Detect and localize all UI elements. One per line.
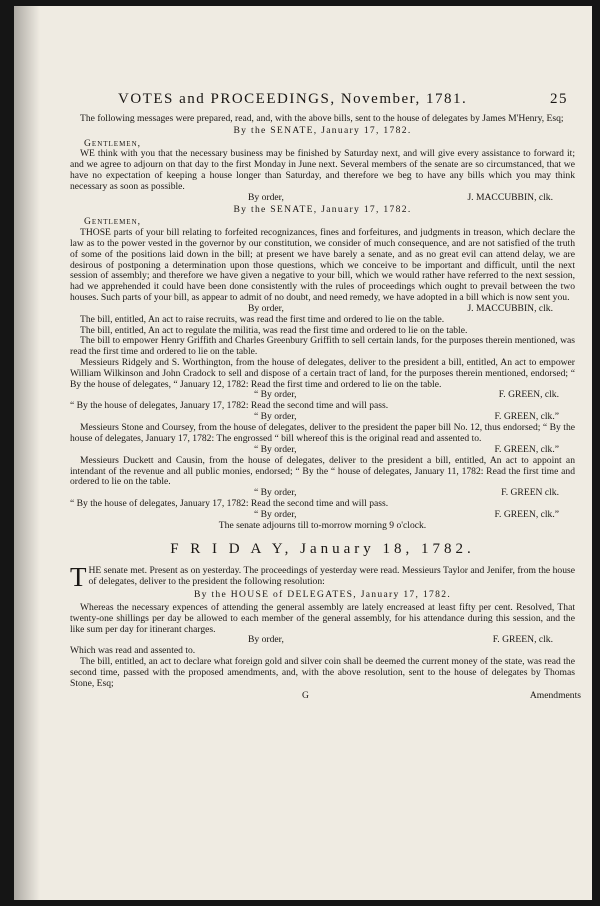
message-heading: By the SENATE, January 17, 1782. xyxy=(233,124,412,136)
signature-line xyxy=(70,304,575,315)
clerk-signature: F. GREEN, clk. xyxy=(492,634,553,646)
paragraph: The bill, entitled, An act to regulate the militia, was read the first time and ordered to lie on the table. xyxy=(80,324,468,336)
salutation: Gentlemen, xyxy=(84,137,142,149)
signature-mark: G xyxy=(302,689,309,701)
by-order-label: “ By order, xyxy=(254,443,297,455)
friday-opening-paragraph xyxy=(70,561,575,592)
salutation: Gentlemen, xyxy=(84,216,142,228)
paragraph: The following messages were prepared, read, and, with the above bills, sent to the house of delegates by James M'Henry, Esq; xyxy=(80,113,564,124)
signature-line xyxy=(70,488,575,499)
signature-line xyxy=(70,510,575,521)
clerk-signature: J. MACCUBBIN, clk. xyxy=(467,191,553,203)
paragraph: The bill, entitled, An act to raise recruits, was read the first time and ordered to lie on the table. xyxy=(80,313,445,325)
signature-line xyxy=(70,445,575,456)
friday-opening-text: HE senate met. Present as on yesterday. The proceedings of yesterday were read. Messieurs Taylor and Jenifer, from the house of delegates, deliver to the president the following resolution: xyxy=(88,564,575,587)
by-order-label: “ By order, xyxy=(254,508,297,520)
paragraph: Messieurs Ridgely and S. Worthington, from the house of delegates, deliver to the president a bill, entitled, An act to empower William Wilkinson and John Cradock to sell and dispose of a certain tract of land, for the purposes therein mentioned, endorsed; “ By the house of delegates, “ January 12, 1782: Read the first time and ordered to lie on the table. xyxy=(70,356,575,390)
by-order-label: “ By order, xyxy=(254,411,297,423)
paragraph: Whereas the necessary expences of attending the general assembly are lately encreased at least fifty per cent. Resolved, That twenty-one shillings per day be allowed to each member of the general assembly, for his attendance during this session, and the like sum per day for itinerant charges. xyxy=(70,602,575,635)
page-number: 25 xyxy=(550,91,568,107)
paragraph: “ By the house of delegates, January 17, 1782: Read the second time and will pass. xyxy=(70,400,389,412)
paragraph: “ By the house of delegates, January 17, 1782: Read the second time and will pass. xyxy=(70,498,389,510)
clerk-signature: F. GREEN, clk.” xyxy=(494,411,559,423)
paragraph: Messieurs Duckett and Causin, from the house of delegates, deliver to the president a bill, entitled, An act to appoint an intendant of the revenue and all public monies, endorsed; “ By the “ house of delegates, January 11, 1782: Read the first time and ordered to lie on the table. xyxy=(70,454,575,488)
paragraph: Messieurs Stone and Coursey, from the house of delegates, deliver to the president the paper bill No. 12, thus endorsed; “ By the house of delegates, January 17, 1782: The engrossed “ bill whereof this is the original read and assented to. xyxy=(70,422,575,444)
page-footer xyxy=(70,689,581,702)
by-order-label: By order, xyxy=(248,302,284,314)
clerk-signature: F. GREEN, clk.” xyxy=(494,443,559,455)
message-heading: By the SENATE, January 17, 1782. xyxy=(233,203,412,215)
paragraph: The bill to empower Henry Griffith and Charles Greenbury Griffith to sell certain lands, for the purposes therein mentioned, was read the first time and ordered to lie on the table. xyxy=(70,335,575,358)
clerk-signature: F. GREEN, clk.” xyxy=(494,508,559,520)
paragraph: The bill, entitled, an act to declare what foreign gold and silver coin shall be deemed the current money of the state, was read the second time, passed with the proposed amendments, and, with the above resolution, sent to the house of delegates by Thomas Stone, Esq; xyxy=(70,656,575,689)
clerk-signature: F. GREEN, clk. xyxy=(498,389,559,401)
friday-section xyxy=(70,590,575,689)
binding-shadow xyxy=(14,6,40,900)
running-head xyxy=(118,90,568,108)
paragraph: Which was read and assented to. xyxy=(70,645,196,657)
paragraph: THOSE parts of your bill relating to forfeited recognizances, fines and forfeitures, and judgments in treason, which declare the law as to the power vested in the governor by our constitution, we consider of much consequence, and are not satisfied of the truth of some of the positions laid down in the bill; at present we have barely a senate, and as no great evil can attend delay, we are desirous of postponing a determination upon those questions, which we conceive to be important and difficult, until the next session of assembly; and therefore we have given a negative to your bill, which we would rather have referred to the next session, had we apprehended it could have been done consistently with the rules of proceedings which ought to prevail between the two houses. Such parts of your bill, as appear to admit of no doubt, and need remedy, we have adopted in a bill which is now sent you. xyxy=(70,227,575,303)
adjournment-line: The senate adjourns till to-morrow morning 9 o'clock. xyxy=(218,519,427,531)
message-heading: By the HOUSE of DELEGATES, January 17, 1782. xyxy=(193,589,452,601)
signature-line xyxy=(70,390,575,401)
signature-line xyxy=(70,193,575,204)
by-order-label: By order, xyxy=(248,634,284,646)
by-order-label: “ By order, xyxy=(254,389,297,401)
clerk-signature: F. GREEN clk. xyxy=(501,487,559,499)
page-body xyxy=(70,113,581,702)
signature-line xyxy=(70,412,575,423)
by-order-label: By order, xyxy=(248,191,284,203)
by-order-label: “ By order, xyxy=(254,487,297,499)
senate-messages-section xyxy=(70,114,575,532)
friday-heading: F R I D A Y, January 18, 1782. xyxy=(170,540,475,557)
paragraph: WE think with you that the necessary business may be finished by Saturday next, and will give every assistance to forward it; and we agree to adjourn on that day to the first Monday in June next. Several members of the senate are so circumstanced, that we have no expectation of keeping a house longer than Saturday, and therefore we beg to have any bills which you may think necessary as soon as possible. xyxy=(70,148,575,192)
drop-cap: T xyxy=(70,561,87,592)
clerk-signature: J. MACCUBBIN, clk. xyxy=(467,302,553,314)
catchword: Amendments xyxy=(529,689,581,701)
signature-line xyxy=(70,635,575,646)
book-page xyxy=(14,6,592,900)
running-head-title: VOTES and PROCEEDINGS, November, 1781. xyxy=(118,91,468,107)
